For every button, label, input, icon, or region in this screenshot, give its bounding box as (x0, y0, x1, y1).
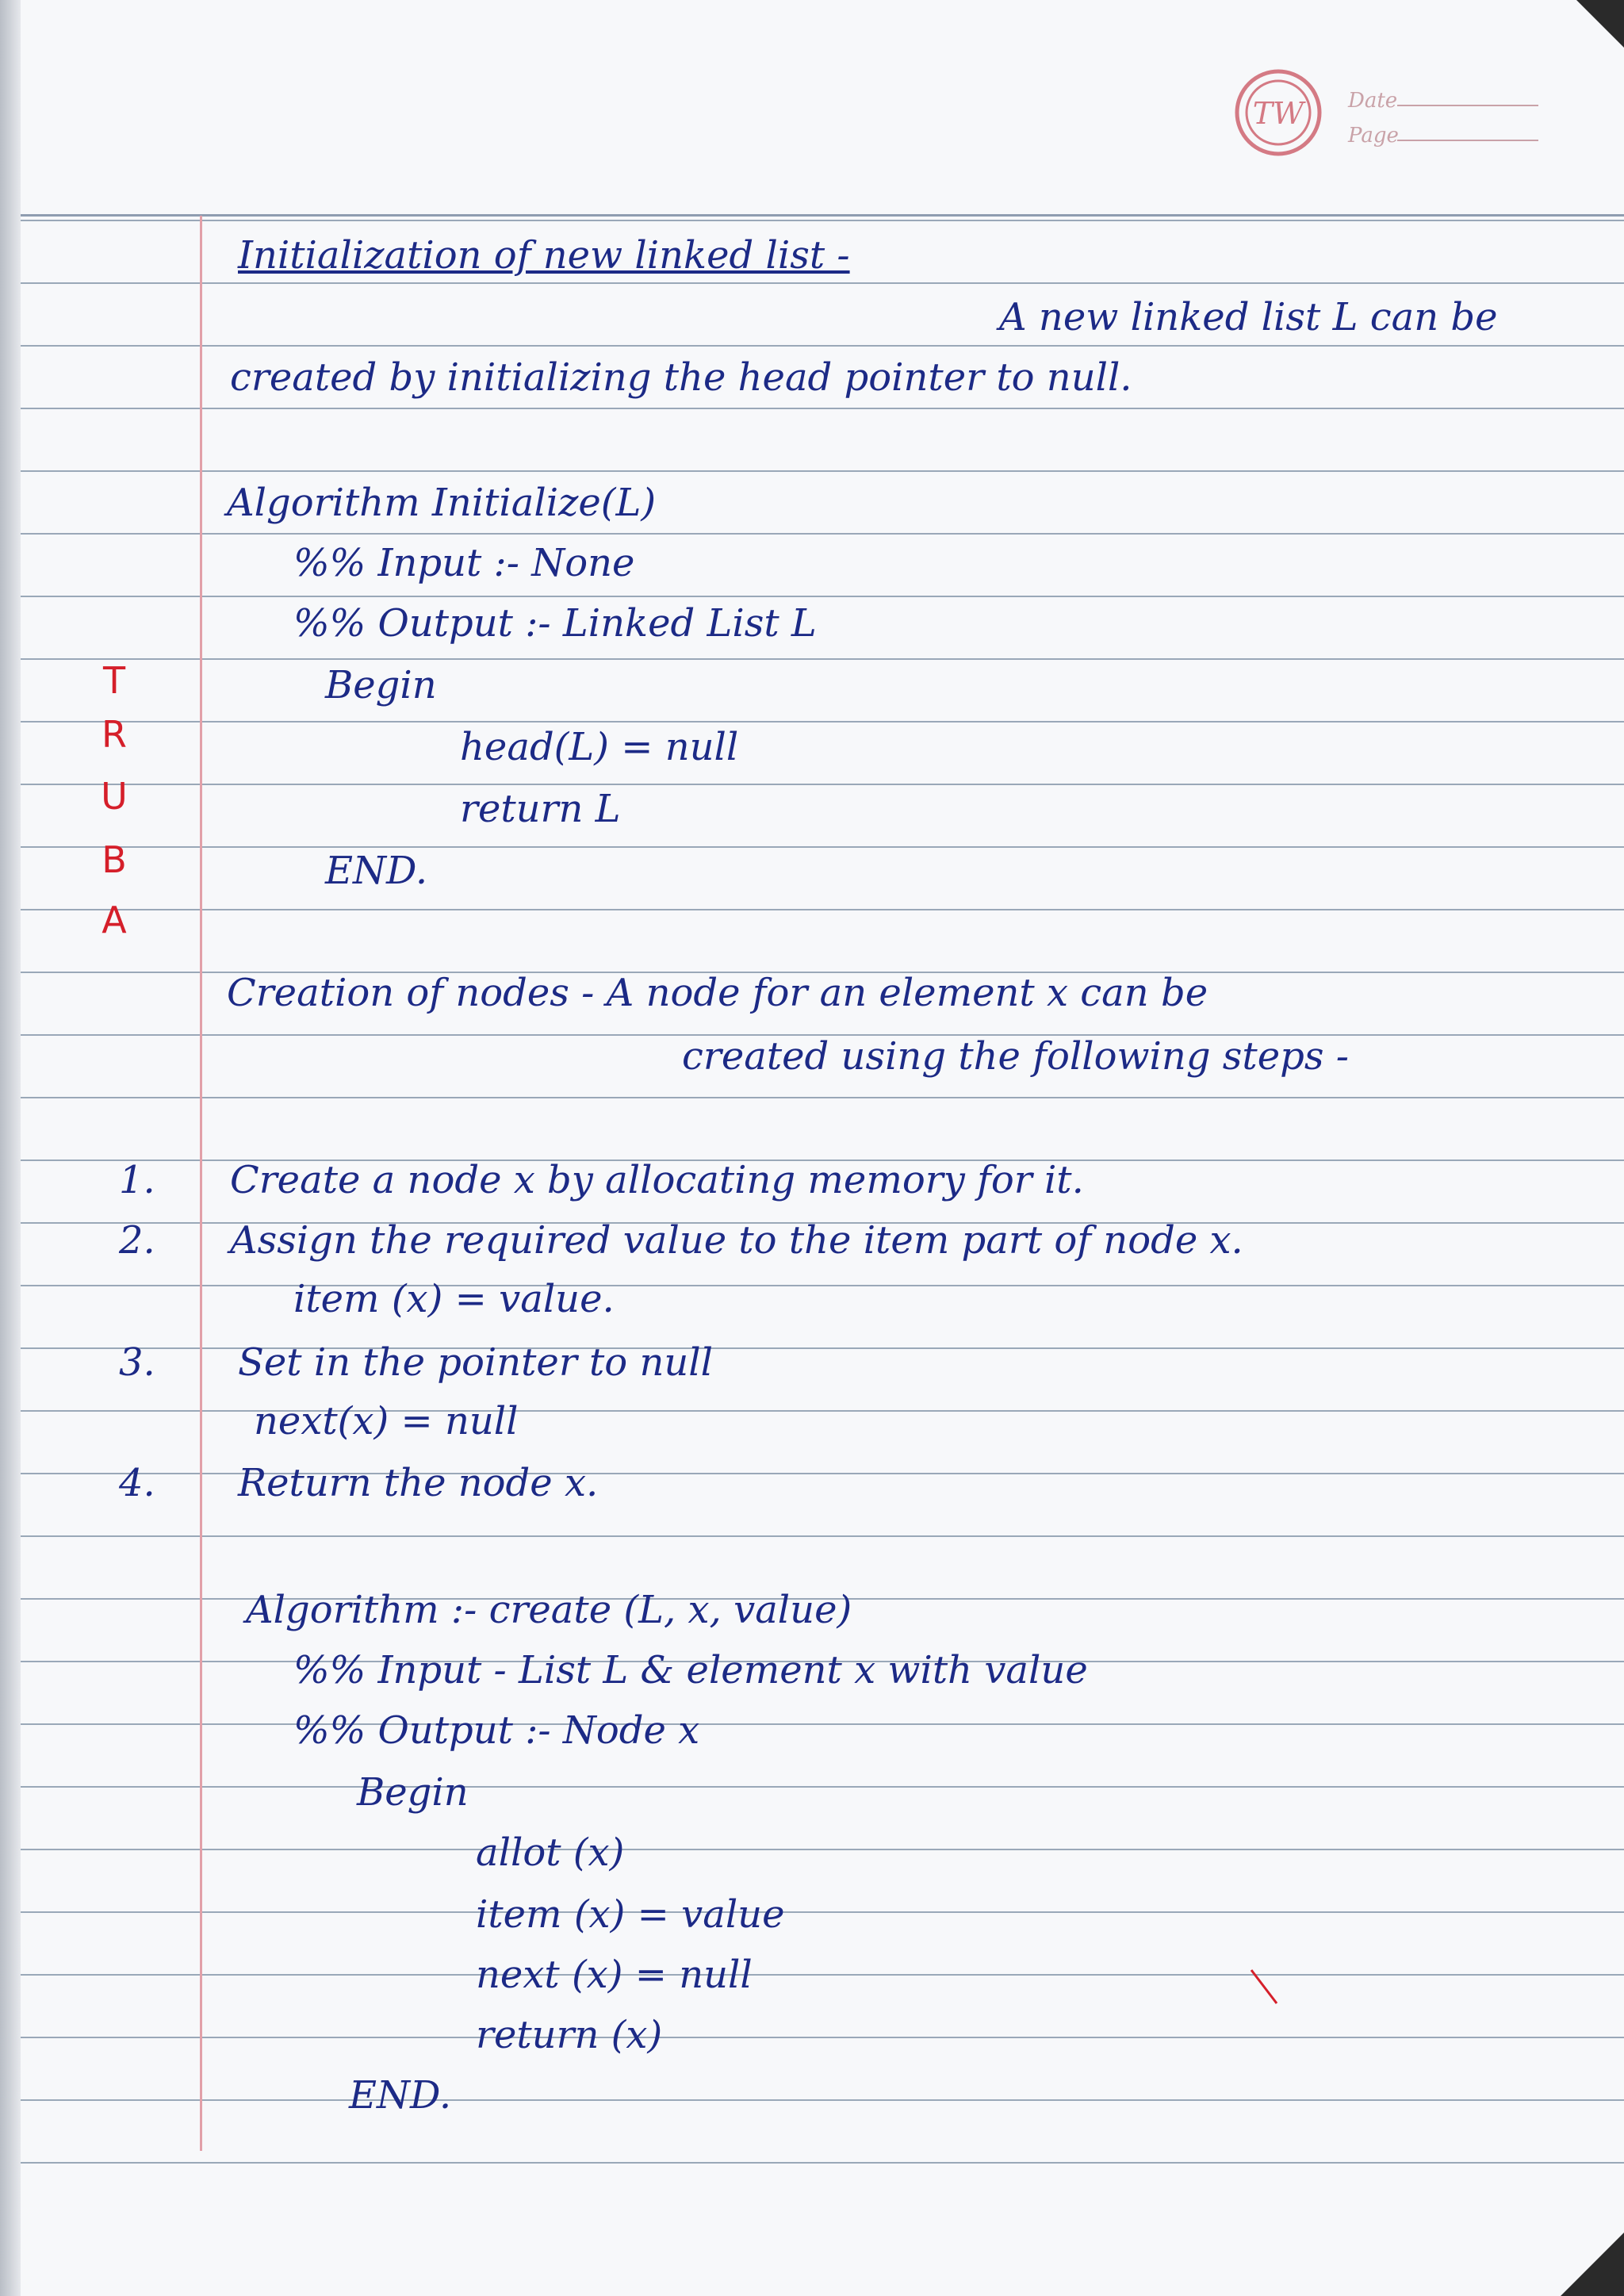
page-binding (0, 0, 21, 2296)
algo1-step-head: head(L) = null (460, 725, 739, 769)
step-text: Assign the required value to the item part of node x. (230, 1218, 1243, 1263)
step-number: 1. (119, 1158, 155, 1202)
red-tick-mark-icon (1245, 1965, 1293, 2013)
page-blank (1397, 140, 1538, 141)
algo2-name: Algorithm :- create (L, x, value) (246, 1588, 852, 1632)
algo2-output: %% Output :- Node x (293, 1708, 700, 1753)
step-text: Set in the pointer to null (238, 1340, 713, 1385)
step-number: 4. (119, 1461, 155, 1505)
header-rule (0, 214, 1624, 217)
section2-title-line1: Creation of nodes - A node for an element x can be (227, 971, 1208, 1015)
algo2-begin: Begin (357, 1770, 469, 1815)
step-subtext: next(x) = null (254, 1399, 519, 1443)
algo2-line: next (x) = null (476, 1953, 753, 1997)
page-label: Page (1348, 124, 1399, 148)
margin-letter-t: T (102, 659, 126, 702)
algo1-input: %% Input :- None (293, 541, 635, 585)
algo1-begin: Begin (325, 663, 437, 707)
margin-line (200, 216, 202, 2151)
section-title-initialization: Initialization of new linked list - (238, 233, 850, 278)
date-label: Date (1348, 89, 1398, 113)
date-page-box (1348, 78, 1538, 148)
margin-letter-r: R (102, 713, 127, 756)
margin-letter-a: A (102, 899, 127, 941)
svg-text:TW: TW (1252, 96, 1304, 131)
algo1-name: Algorithm Initialize(L) (227, 481, 657, 525)
algo1-step-return: return L (460, 787, 621, 831)
step-number: 3. (119, 1340, 155, 1385)
algo2-line: item (x) = value (476, 1892, 785, 1937)
step-text: Return the node x. (238, 1461, 599, 1505)
algo2-input: %% Input - List L & element x with value (293, 1648, 1088, 1692)
section1-desc-line1: A new linked list L can be (999, 295, 1498, 339)
section1-desc-line2: created by initializing the head pointer to null. (230, 355, 1132, 400)
margin-letter-b: B (102, 838, 127, 881)
page-corner-top (1576, 0, 1624, 48)
algo2-line: return (x) (476, 2013, 663, 2057)
algo2-end: END. (349, 2073, 452, 2118)
algo2-line: allot (x) (476, 1830, 625, 1875)
algo1-output: %% Output :- Linked List L (293, 601, 817, 646)
page-row (1348, 113, 1538, 148)
page-corner-bottom (1561, 2233, 1624, 2296)
step-number: 2. (119, 1218, 155, 1263)
date-row (1348, 78, 1538, 113)
section2-title-line2: created using the following steps - (682, 1034, 1349, 1079)
brand-logo-icon (1234, 68, 1323, 157)
margin-letter-u: U (101, 775, 128, 818)
date-blank (1397, 105, 1538, 106)
algo1-end: END. (325, 849, 428, 893)
step-subtext: item (x) = value. (293, 1277, 615, 1321)
step-text: Create a node x by allocating memory for it. (230, 1158, 1084, 1202)
